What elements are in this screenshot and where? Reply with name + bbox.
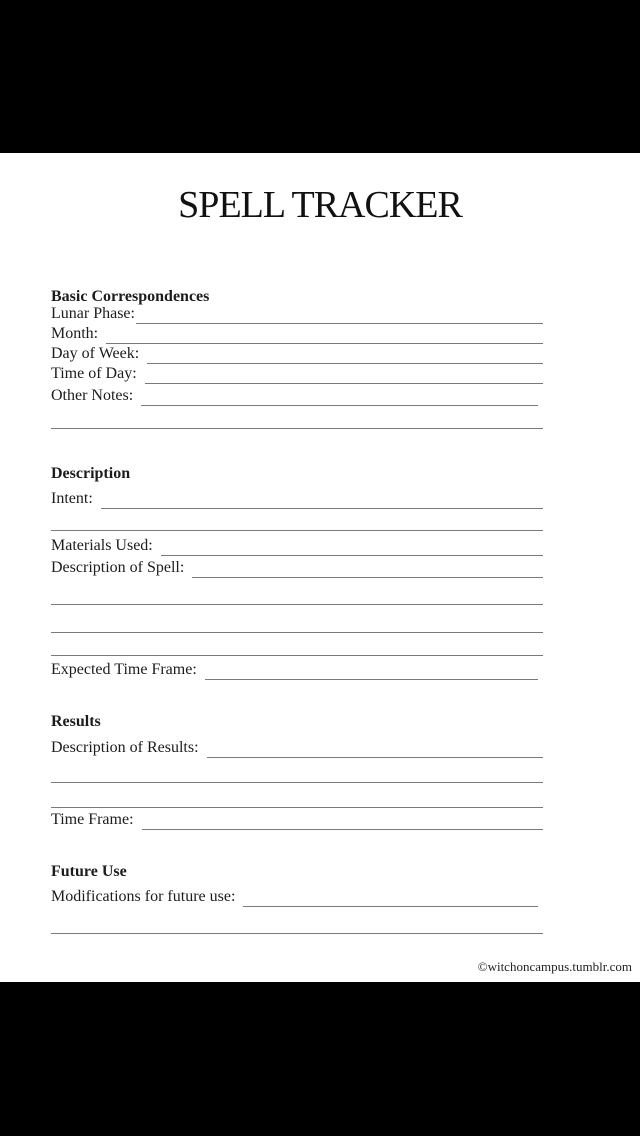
- field-row-day-of-week: [51, 344, 543, 364]
- page-title: SPELL TRACKER: [178, 184, 462, 226]
- field-row-description-of-results: [51, 738, 543, 758]
- field-line-modifications: [243, 887, 538, 907]
- document-page: [0, 153, 640, 982]
- letterbox-top: [0, 0, 640, 153]
- section-heading-description: Description: [51, 465, 131, 482]
- continuation-line-other-notes: [51, 428, 543, 429]
- field-line-month: [106, 324, 543, 344]
- field-row-month: [51, 324, 543, 344]
- field-row-intent: [51, 489, 543, 509]
- continuation-line-results-1: [51, 782, 543, 783]
- footer-credit: ©witchoncampus.tumblr.com: [477, 959, 632, 974]
- field-row-expected-time-frame: [51, 660, 538, 680]
- field-line-description-of-results: [207, 738, 543, 758]
- field-row-time-frame: [51, 810, 543, 830]
- field-row-modifications: [51, 887, 538, 907]
- letterbox-bottom: [0, 982, 640, 1136]
- field-label-time-frame: Time Frame:: [51, 811, 134, 828]
- continuation-line-results-2: [51, 807, 543, 808]
- field-label-other-notes: Other Notes:: [51, 387, 134, 404]
- continuation-line-spell-1: [51, 604, 543, 605]
- field-line-day-of-week: [147, 344, 543, 364]
- section-heading-results: Results: [51, 713, 101, 730]
- field-label-modifications: Modifications for future use:: [51, 888, 236, 905]
- field-line-materials-used: [161, 536, 543, 556]
- field-row-other-notes: [51, 386, 538, 406]
- continuation-line-intent: [51, 530, 543, 531]
- field-line-intent: [101, 489, 543, 509]
- field-label-lunar-phase: Lunar Phase:: [51, 305, 135, 322]
- field-label-expected-time-frame: Expected Time Frame:: [51, 661, 197, 678]
- field-label-materials-used: Materials Used:: [51, 537, 153, 554]
- field-row-description-of-spell: [51, 558, 543, 578]
- field-label-day-of-week: Day of Week:: [51, 345, 140, 362]
- field-line-time-of-day: [145, 364, 543, 384]
- continuation-line-spell-2: [51, 632, 543, 633]
- field-line-lunar-phase: [136, 304, 543, 324]
- section-heading-future-use: Future Use: [51, 863, 127, 880]
- field-line-description-of-spell: [192, 558, 543, 578]
- field-row-lunar-phase: [51, 304, 543, 324]
- field-line-time-frame: [142, 810, 543, 830]
- field-label-intent: Intent:: [51, 490, 93, 507]
- continuation-line-modifications: [51, 933, 543, 934]
- field-row-time-of-day: [51, 364, 543, 384]
- field-line-expected-time-frame: [205, 660, 538, 680]
- field-label-time-of-day: Time of Day:: [51, 365, 137, 382]
- field-label-description-of-spell: Description of Spell:: [51, 559, 185, 576]
- field-row-materials-used: [51, 536, 543, 556]
- continuation-line-spell-3: [51, 655, 543, 656]
- field-label-month: Month:: [51, 325, 99, 342]
- field-label-description-of-results: Description of Results:: [51, 739, 199, 756]
- section-heading-basic-correspondences: Basic Correspondences: [51, 288, 210, 305]
- field-line-other-notes: [141, 386, 538, 406]
